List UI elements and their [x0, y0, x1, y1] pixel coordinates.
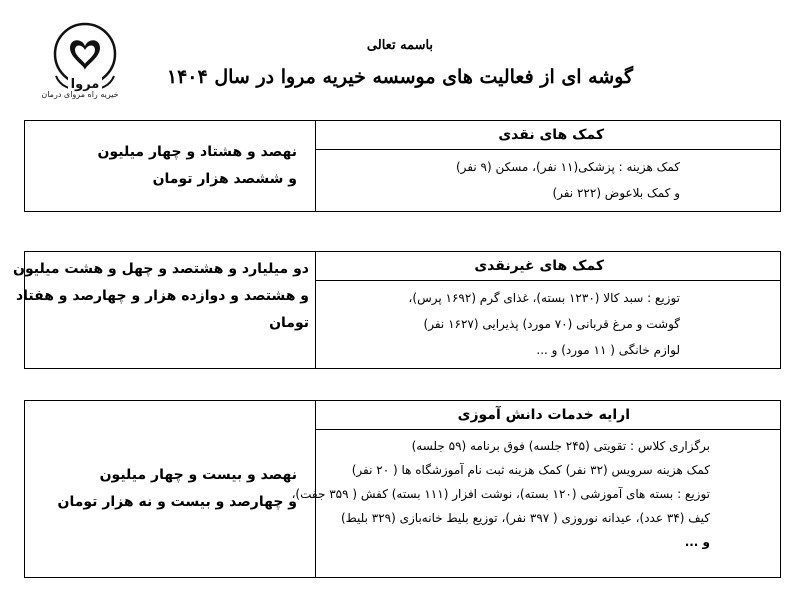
amount-line: و هشتصد و دوازده هزار و چهارصد و هفتاد — [15, 288, 309, 304]
detail-line: و کمک بلاعوض (۲۲۲ نفر) — [552, 186, 680, 200]
section-non-cash-aid — [13, 251, 781, 369]
detail-line: و ... — [684, 535, 710, 549]
amount-line: دو میلیارد و هشتصد و چهل و هشت میلیون — [13, 261, 309, 277]
logo-tagline: خیریه راه مروای درمان — [41, 90, 119, 99]
section-heading: کمک های غیرنقدی — [316, 252, 780, 281]
amount-line: نهصد و هشتاد و چهار میلیون — [97, 144, 297, 160]
section-details — [315, 121, 780, 211]
section-amount — [25, 121, 317, 211]
detail-line: توزیع : سبد کالا (۱۲۳۰ بسته)، غذای گرم (۱۶۹۲ پرس)، — [408, 291, 680, 305]
section-details — [315, 252, 780, 368]
detail-line: کمک هزینه : پزشکی(۱۱ نفر)، مسکن (۹ نفر) — [455, 160, 680, 174]
basmala: باسمه تعالی — [366, 38, 434, 53]
section-details — [291, 401, 780, 577]
detail-line: توزیع : بسته های آموزشی (۱۲۰ بسته)، نوشت افزار (۱۱۱ بسته) کفش ( ۳۵۹ جفت)، — [291, 487, 710, 501]
amount-line: تومان — [269, 315, 309, 331]
section-lines — [291, 430, 780, 554]
amount-line: و چهارصد و بیست و نه هزار تومان — [57, 494, 297, 510]
detail-line: برگزاری کلاس : تقویتی (۲۴۵ جلسه) فوق برنامه (۵۹ جلسه) — [411, 439, 710, 453]
section-amount — [13, 252, 317, 368]
section-heading: ارایه خدمات دانش آموزی — [316, 401, 780, 430]
detail-line: گوشت و مرغ قربانی (۷۰ مورد) پذیرایی (۱۶۲۷ نفر) — [423, 317, 680, 331]
section-lines — [316, 150, 780, 206]
detail-line: کمک هزینه سرویس (۳۲ نفر) کمک هزینه ثبت نام آموزشگاه ها ( ۲۰ نفر) — [351, 463, 710, 477]
amount-line: نهصد و بیست و چهار میلیون — [99, 467, 297, 483]
detail-line: لوازم خانگی ( ۱۱ مورد) و ... — [536, 343, 680, 357]
section-lines — [316, 281, 780, 363]
section-amount — [25, 401, 317, 577]
detail-line: کیف (۳۴ عدد)، عیدانه نوروزی ( ۳۹۷ نفر)، توزیع بلیط خانه‌بازی (۳۲۹ بلیط) — [340, 511, 710, 525]
amount-line: و ششصد هزار تومان — [152, 171, 297, 187]
section-heading: کمک های نقدی — [316, 121, 780, 150]
section-cash-aid — [24, 120, 781, 212]
logo-text: مروا — [70, 77, 100, 92]
page-title: گوشه ای از فعالیت های موسسه خیریه مروا در سال ۱۴۰۴ — [166, 66, 634, 88]
section-student-services — [24, 400, 781, 578]
